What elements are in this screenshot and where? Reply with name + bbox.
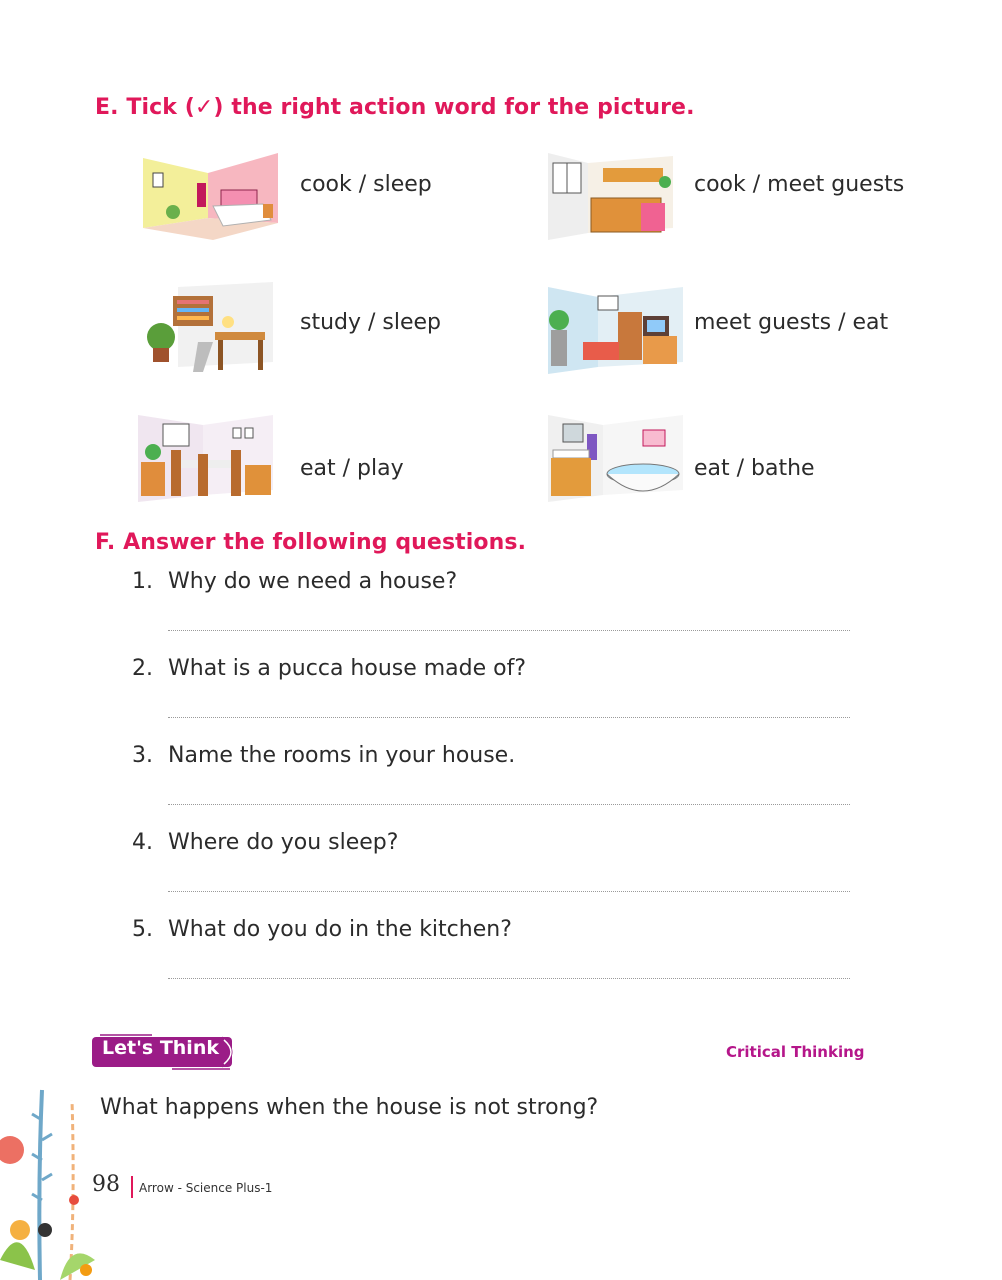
question-4: 4. Where do you sleep? [132, 830, 399, 855]
book-title: Arrow - Science Plus-1 [139, 1181, 273, 1195]
answer-line-1[interactable] [168, 630, 850, 631]
option-text[interactable]: eat / bathe [694, 456, 815, 481]
answer-line-2[interactable] [168, 717, 850, 718]
question-3: 3. Name the rooms in your house. [132, 743, 516, 768]
option-text[interactable]: eat / play [300, 456, 404, 481]
bedroom-picture [133, 148, 283, 244]
section-e-heading: E. Tick (✓) the right action word for the picture. [95, 95, 695, 120]
question-5: 5. What do you do in the kitchen? [132, 917, 512, 942]
answer-line-5[interactable] [168, 978, 850, 979]
floral-decoration-icon [0, 1060, 110, 1280]
living-room-picture [543, 282, 693, 378]
lets-think-label: Let's Think [102, 1037, 219, 1059]
think-question: What happens when the house is not strong? [100, 1095, 599, 1120]
bathroom-picture [543, 410, 693, 506]
question-1: 1. Why do we need a house? [132, 569, 458, 594]
footer-divider [131, 1176, 133, 1198]
answer-line-3[interactable] [168, 804, 850, 805]
question-2: 2. What is a pucca house made of? [132, 656, 527, 681]
option-text[interactable]: cook / meet guests [694, 172, 905, 197]
answer-line-4[interactable] [168, 891, 850, 892]
option-text[interactable]: cook / sleep [300, 172, 432, 197]
kitchen-picture [543, 148, 693, 244]
dining-room-picture [133, 410, 283, 506]
section-f-heading: F. Answer the following questions. [95, 530, 527, 555]
critical-thinking-tag: Critical Thinking [726, 1043, 865, 1061]
option-text[interactable]: meet guests / eat [694, 310, 889, 335]
option-text[interactable]: study / sleep [300, 310, 442, 335]
study-room-picture [133, 282, 283, 378]
page-number: 98 [92, 1172, 120, 1197]
